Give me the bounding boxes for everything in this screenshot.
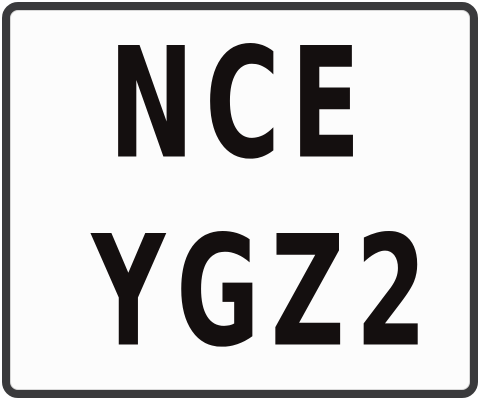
plate-line-2-text: YGZ2 — [91, 203, 438, 382]
plate-line-2 — [10, 203, 470, 382]
plate-line-1-text: NCE — [108, 15, 372, 194]
license-plate — [2, 2, 478, 398]
plate-line-1 — [10, 15, 470, 194]
